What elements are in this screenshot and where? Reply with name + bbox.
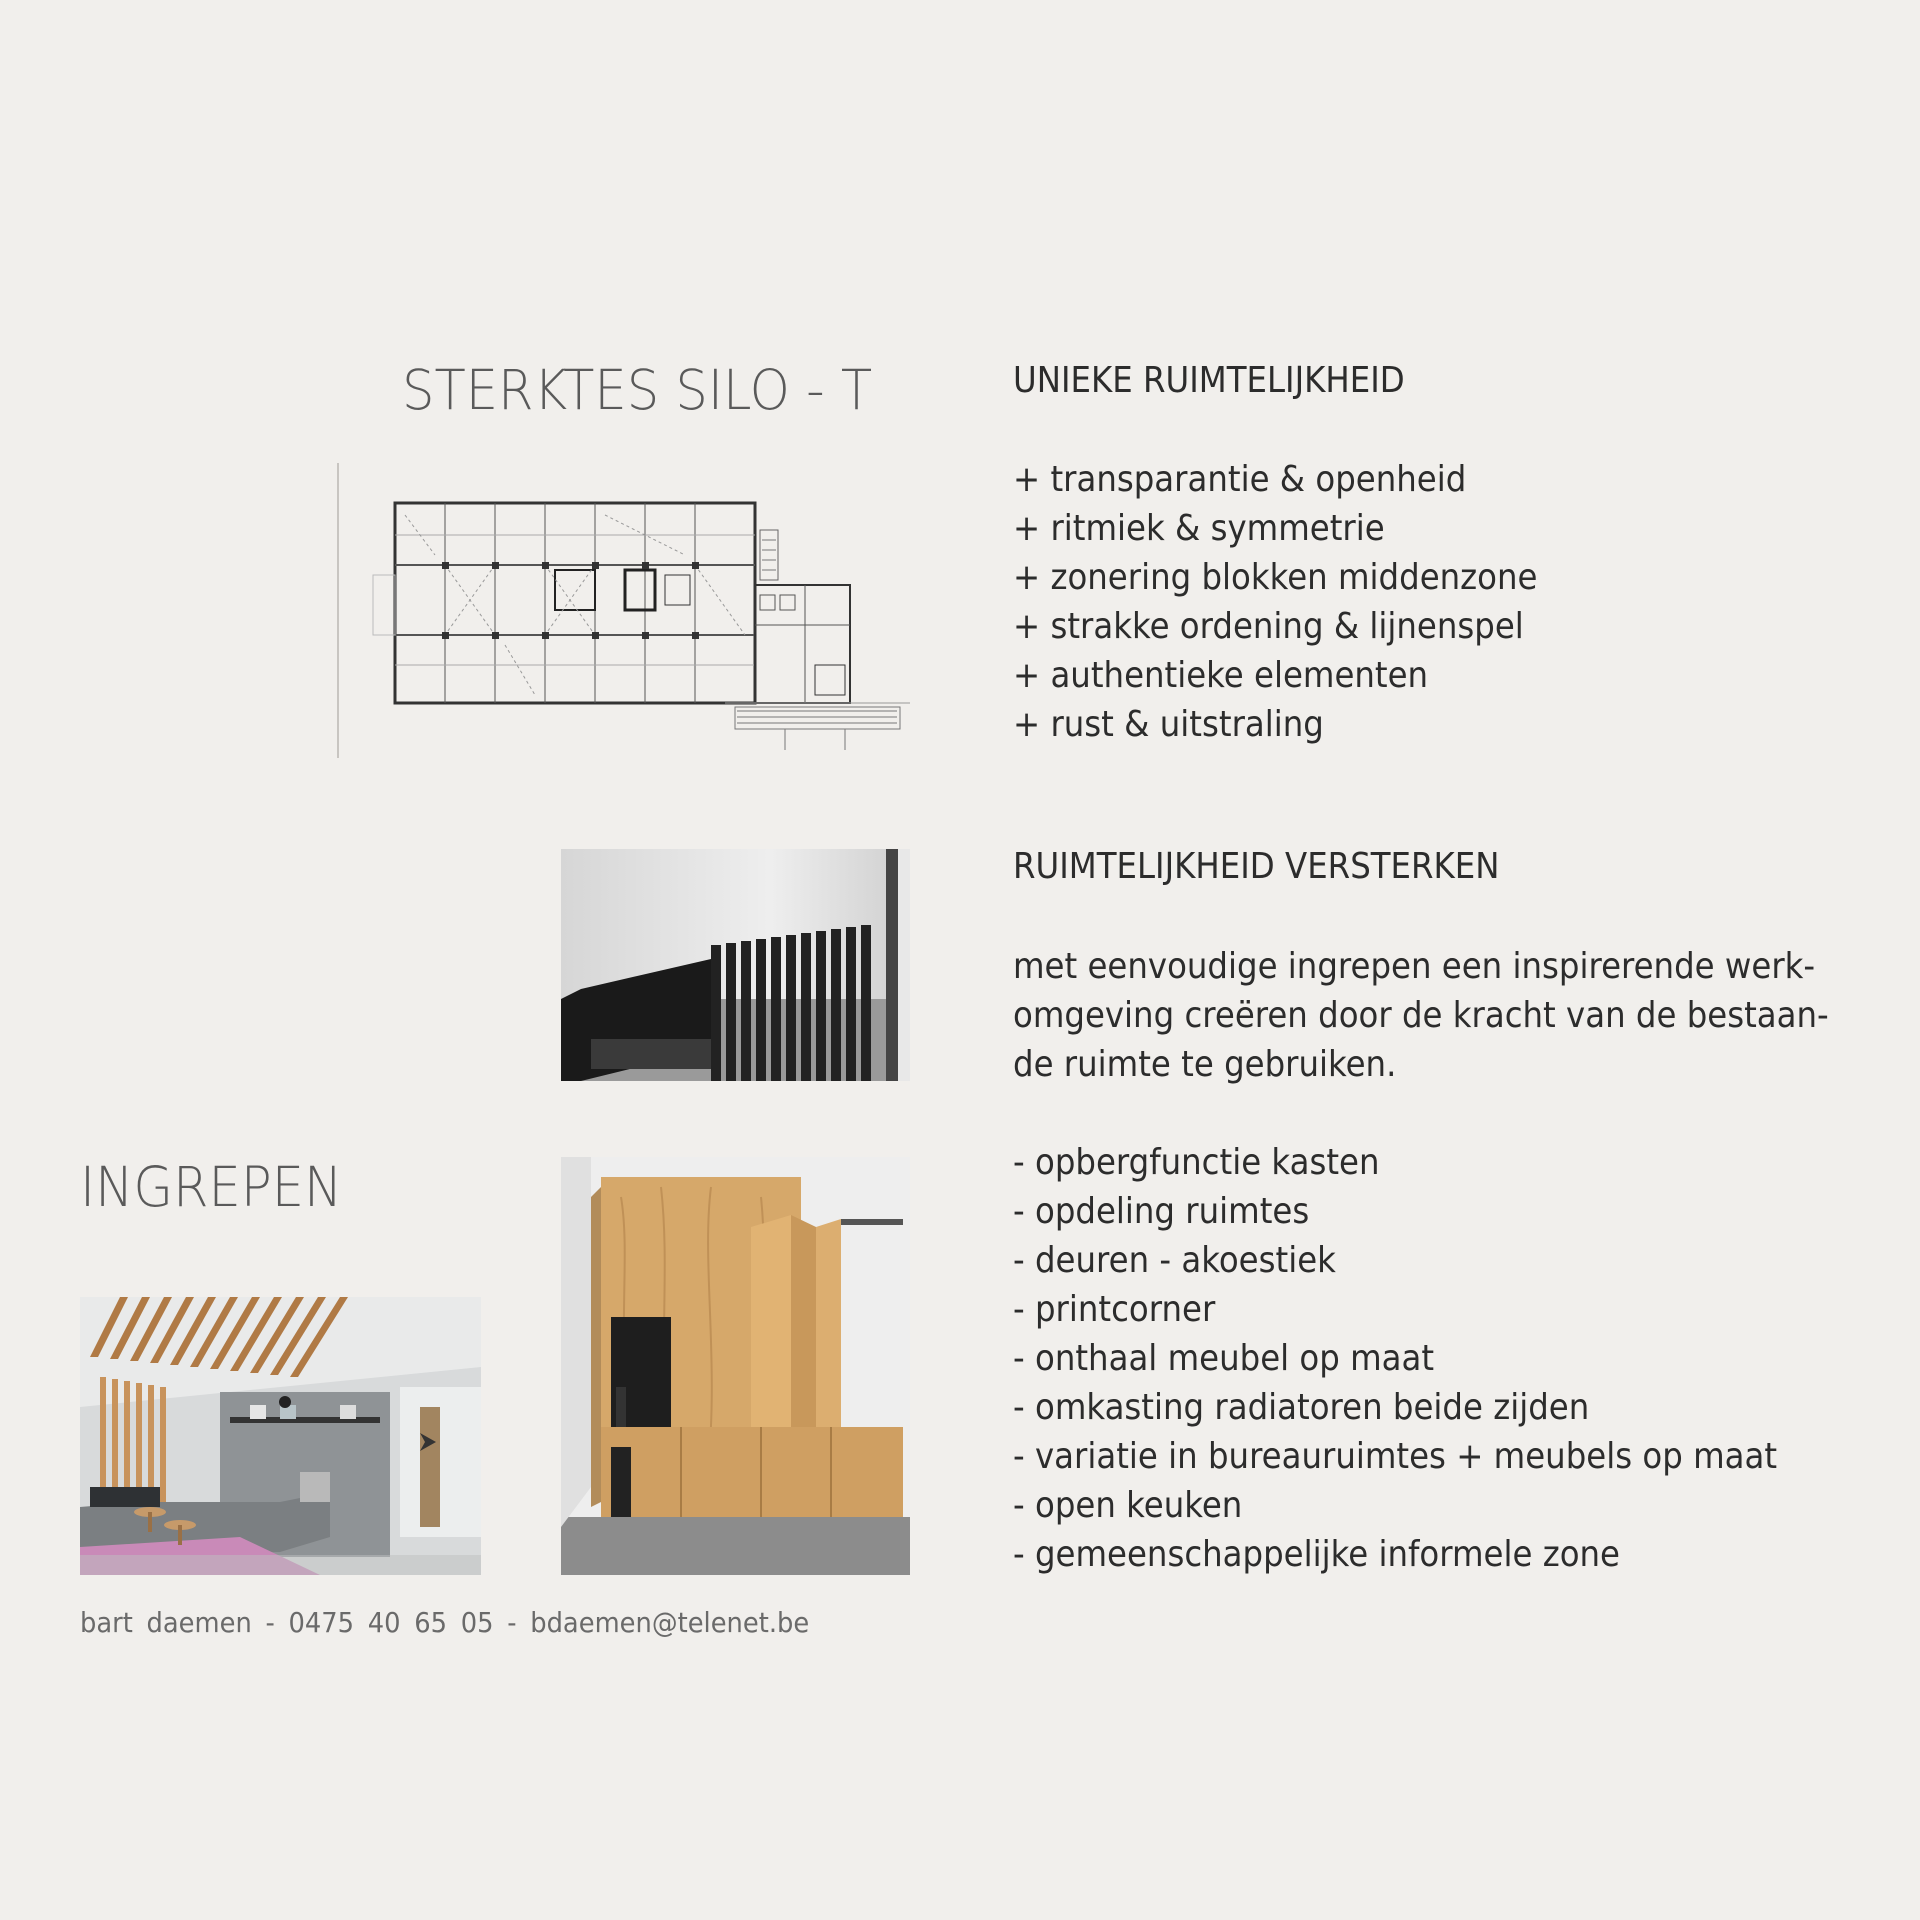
paragraph-line: met eenvoudige ingrepen een inspirerende werk- — [1013, 946, 1816, 987]
page-title: STERKTES SILO - T — [402, 358, 873, 422]
paragraph-line: de ruimte te gebruiken. — [1013, 1044, 1397, 1085]
list-item: + zonering blokken middenzone — [1013, 557, 1538, 598]
list-item: + authentieke elementen — [1013, 655, 1429, 696]
list-item: - onthaal meubel op maat — [1013, 1338, 1435, 1379]
radiator-image — [561, 849, 910, 1081]
section-title-ingrepen: INGREPEN — [80, 1155, 343, 1219]
paragraph-line: omgeving creëren door de kracht van de bestaan- — [1013, 995, 1829, 1036]
strengths-list — [1013, 455, 1596, 749]
lounge-image — [80, 1297, 481, 1575]
list-item: - open keuken — [1013, 1485, 1243, 1526]
divider-line — [337, 463, 339, 758]
list-item: - gemeenschappelijke informele zone — [1013, 1534, 1620, 1575]
section-heading-unique: UNIEKE RUIMTELIJKHEID — [1013, 360, 1405, 401]
list-item: + ritmiek & symmetrie — [1013, 508, 1385, 549]
floorplan-image — [365, 495, 910, 755]
list-item: - opbergfunctie kasten — [1013, 1142, 1380, 1183]
list-item: - variatie in bureauruimtes + meubels op maat — [1013, 1436, 1778, 1477]
list-item: + strakke ordening & lijnenspel — [1013, 606, 1524, 647]
list-item: - opdeling ruimtes — [1013, 1191, 1310, 1232]
list-item: - printcorner — [1013, 1289, 1216, 1330]
wood-cabinet-image — [561, 1157, 910, 1575]
intro-paragraph — [1013, 942, 1919, 1089]
footer-contact: bart daemen - 0475 40 65 05 - bdaemen@telenet.be — [80, 1606, 810, 1639]
list-item: - omkasting radiatoren beide zijden — [1013, 1387, 1590, 1428]
list-item: + rust & uitstraling — [1013, 704, 1324, 745]
interventions-list — [1013, 1138, 1862, 1579]
section-heading-reinforce: RUIMTELIJKHEID VERSTERKEN — [1013, 846, 1500, 887]
list-item: + transparantie & openheid — [1013, 459, 1467, 500]
list-item: - deuren - akoestiek — [1013, 1240, 1336, 1281]
